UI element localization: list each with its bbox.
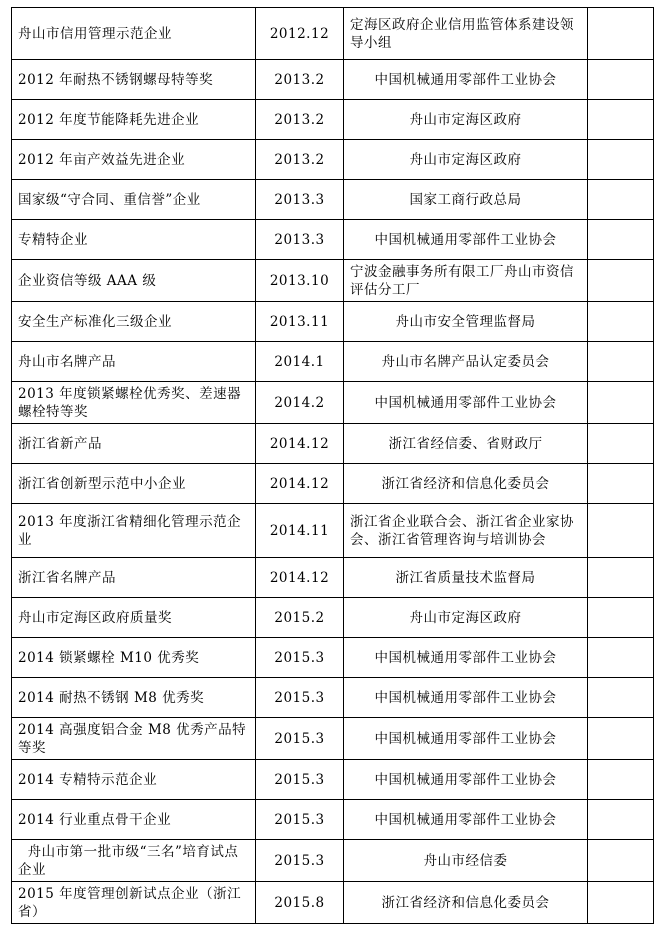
empty-cell bbox=[588, 678, 654, 718]
table-row bbox=[12, 678, 654, 718]
table-row bbox=[12, 60, 654, 100]
table-row bbox=[12, 638, 654, 678]
table-row bbox=[12, 558, 654, 598]
issuing-body-cell: 中国机械通用零部件工业协会 bbox=[344, 800, 588, 840]
award-date-cell: 2015.3 bbox=[256, 638, 344, 678]
issuing-body-cell: 定海区政府企业信用监管体系建设领导小组 bbox=[344, 8, 588, 60]
honor-name-cell: 舟山市定海区政府质量奖 bbox=[12, 598, 256, 638]
honor-name-cell: 舟山市信用管理示范企业 bbox=[12, 8, 256, 60]
award-date-cell: 2013.3 bbox=[256, 220, 344, 260]
empty-cell bbox=[588, 220, 654, 260]
issuing-body-cell: 浙江省经济和信息化委员会 bbox=[344, 464, 588, 504]
honor-name-cell: 2013 年度浙江省精细化管理示范企业 bbox=[12, 504, 256, 558]
honor-name-cell: 2014 高强度铝合金 M8 优秀产品特等奖 bbox=[12, 718, 256, 760]
empty-cell bbox=[588, 180, 654, 220]
honor-name-cell: 浙江省创新型示范中小企业 bbox=[12, 464, 256, 504]
issuing-body-cell: 浙江省企业联合会、浙江省企业家协会、浙江省管理咨询与培训协会 bbox=[344, 504, 588, 558]
table-row bbox=[12, 260, 654, 302]
empty-cell bbox=[588, 504, 654, 558]
empty-cell bbox=[588, 882, 654, 924]
honor-name-cell: 浙江省新产品 bbox=[12, 424, 256, 464]
issuing-body-cell: 舟山市安全管理监督局 bbox=[344, 302, 588, 342]
empty-cell bbox=[588, 718, 654, 760]
award-date-cell: 2013.11 bbox=[256, 302, 344, 342]
award-date-cell: 2013.10 bbox=[256, 260, 344, 302]
table-row bbox=[12, 840, 654, 882]
award-date-cell: 2013.2 bbox=[256, 100, 344, 140]
award-date-cell: 2015.8 bbox=[256, 882, 344, 924]
award-date-cell: 2014.12 bbox=[256, 558, 344, 598]
issuing-body-cell: 浙江省经济和信息化委员会 bbox=[344, 882, 588, 924]
empty-cell bbox=[588, 800, 654, 840]
empty-cell bbox=[588, 302, 654, 342]
table-row bbox=[12, 8, 654, 60]
honor-name-cell: 2015 年度管理创新试点企业（浙江省） bbox=[12, 882, 256, 924]
honor-name-cell: 2012 年亩产效益先进企业 bbox=[12, 140, 256, 180]
issuing-body-cell: 浙江省经信委、省财政厅 bbox=[344, 424, 588, 464]
table-row bbox=[12, 424, 654, 464]
honors-table-body bbox=[12, 8, 654, 924]
award-date-cell: 2012.12 bbox=[256, 8, 344, 60]
issuing-body-cell: 中国机械通用零部件工业协会 bbox=[344, 638, 588, 678]
empty-cell bbox=[588, 760, 654, 800]
table-row bbox=[12, 342, 654, 382]
table-row bbox=[12, 100, 654, 140]
issuing-body-cell: 中国机械通用零部件工业协会 bbox=[344, 760, 588, 800]
table-row bbox=[12, 718, 654, 760]
honor-name-cell: 舟山市名牌产品 bbox=[12, 342, 256, 382]
issuing-body-cell: 中国机械通用零部件工业协会 bbox=[344, 718, 588, 760]
table-row bbox=[12, 504, 654, 558]
award-date-cell: 2015.3 bbox=[256, 678, 344, 718]
empty-cell bbox=[588, 140, 654, 180]
award-date-cell: 2014.12 bbox=[256, 424, 344, 464]
honor-name-cell: 2014 专精特示范企业 bbox=[12, 760, 256, 800]
issuing-body-cell: 舟山市名牌产品认定委员会 bbox=[344, 342, 588, 382]
empty-cell bbox=[588, 638, 654, 678]
table-row bbox=[12, 800, 654, 840]
empty-cell bbox=[588, 8, 654, 60]
issuing-body-cell: 舟山市经信委 bbox=[344, 840, 588, 882]
table-row bbox=[12, 760, 654, 800]
empty-cell bbox=[588, 424, 654, 464]
award-date-cell: 2014.11 bbox=[256, 504, 344, 558]
honor-name-cell: 2012 年耐热不锈钢螺母特等奖 bbox=[12, 60, 256, 100]
empty-cell bbox=[588, 840, 654, 882]
empty-cell bbox=[588, 100, 654, 140]
empty-cell bbox=[588, 558, 654, 598]
empty-cell bbox=[588, 60, 654, 100]
honor-name-cell: 企业资信等级 AAA 级 bbox=[12, 260, 256, 302]
issuing-body-cell: 中国机械通用零部件工业协会 bbox=[344, 60, 588, 100]
table-row bbox=[12, 464, 654, 504]
honor-name-cell: 2012 年度节能降耗先进企业 bbox=[12, 100, 256, 140]
table-row bbox=[12, 220, 654, 260]
table-row bbox=[12, 302, 654, 342]
issuing-body-cell: 中国机械通用零部件工业协会 bbox=[344, 678, 588, 718]
issuing-body-cell: 舟山市定海区政府 bbox=[344, 598, 588, 638]
honors-table bbox=[11, 7, 654, 924]
table-row bbox=[12, 382, 654, 424]
issuing-body-cell: 中国机械通用零部件工业协会 bbox=[344, 382, 588, 424]
honor-name-cell: 舟山市第一批市级“三名”培育试点企业 bbox=[12, 840, 256, 882]
honor-name-cell: 专精特企业 bbox=[12, 220, 256, 260]
table-row bbox=[12, 140, 654, 180]
empty-cell bbox=[588, 464, 654, 504]
issuing-body-cell: 舟山市定海区政府 bbox=[344, 100, 588, 140]
award-date-cell: 2013.3 bbox=[256, 180, 344, 220]
empty-cell bbox=[588, 598, 654, 638]
award-date-cell: 2015.3 bbox=[256, 718, 344, 760]
empty-cell bbox=[588, 342, 654, 382]
honor-name-cell: 2014 行业重点骨干企业 bbox=[12, 800, 256, 840]
award-date-cell: 2014.1 bbox=[256, 342, 344, 382]
award-date-cell: 2015.3 bbox=[256, 760, 344, 800]
empty-cell bbox=[588, 382, 654, 424]
honor-name-cell: 2014 锁紧螺栓 M10 优秀奖 bbox=[12, 638, 256, 678]
issuing-body-cell: 舟山市定海区政府 bbox=[344, 140, 588, 180]
award-date-cell: 2014.12 bbox=[256, 464, 344, 504]
issuing-body-cell: 国家工商行政总局 bbox=[344, 180, 588, 220]
honor-name-cell: 2014 耐热不锈钢 M8 优秀奖 bbox=[12, 678, 256, 718]
issuing-body-cell: 宁波金融事务所有限工厂舟山市资信评估分工厂 bbox=[344, 260, 588, 302]
issuing-body-cell: 中国机械通用零部件工业协会 bbox=[344, 220, 588, 260]
issuing-body-cell: 浙江省质量技术监督局 bbox=[344, 558, 588, 598]
honor-name-cell: 浙江省名牌产品 bbox=[12, 558, 256, 598]
table-row bbox=[12, 180, 654, 220]
honor-name-cell: 2013 年度锁紧螺栓优秀奖、差速器螺栓特等奖 bbox=[12, 382, 256, 424]
empty-cell bbox=[588, 260, 654, 302]
honor-name-cell: 国家级“守合同、重信誉”企业 bbox=[12, 180, 256, 220]
award-date-cell: 2013.2 bbox=[256, 140, 344, 180]
table-row bbox=[12, 882, 654, 924]
award-date-cell: 2014.2 bbox=[256, 382, 344, 424]
award-date-cell: 2015.3 bbox=[256, 840, 344, 882]
award-date-cell: 2013.2 bbox=[256, 60, 344, 100]
honor-name-cell: 安全生产标准化三级企业 bbox=[12, 302, 256, 342]
table-row bbox=[12, 598, 654, 638]
award-date-cell: 2015.2 bbox=[256, 598, 344, 638]
award-date-cell: 2015.3 bbox=[256, 800, 344, 840]
